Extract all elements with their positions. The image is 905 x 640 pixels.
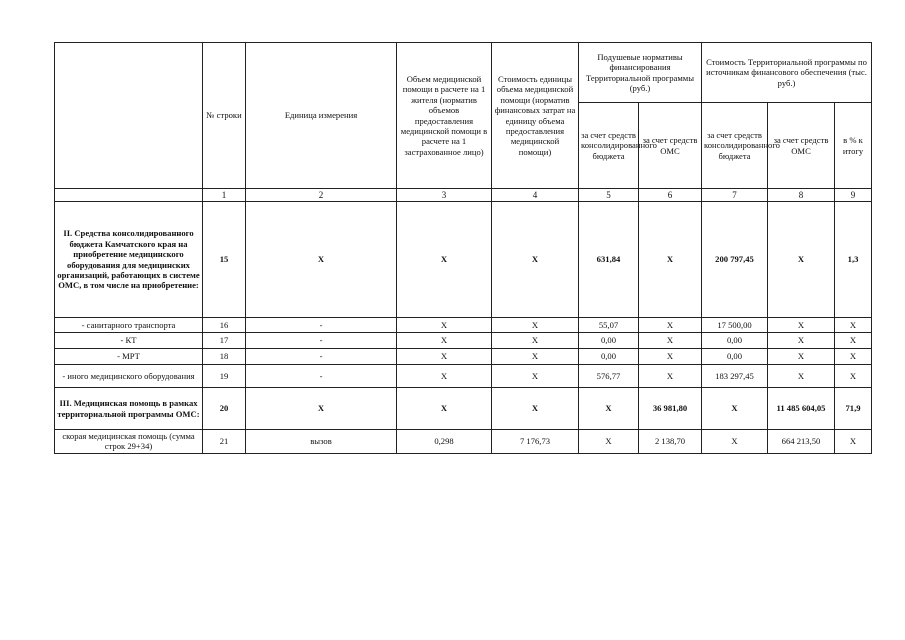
row-program-budget: 200 797,45	[702, 202, 768, 318]
row-percent: Х	[835, 349, 872, 365]
header-program-budget: за счет средств консолидированного бюджета	[702, 103, 768, 189]
row-line: 20	[203, 388, 246, 430]
row-per-capita-oms: 2 138,70	[639, 430, 702, 454]
row-line: 17	[203, 333, 246, 349]
row-program-budget: Х	[702, 388, 768, 430]
row-per-capita-oms: Х	[639, 318, 702, 333]
row-cost: Х	[492, 365, 579, 388]
row-program-oms: 664 213,50	[768, 430, 835, 454]
row-program-budget: 0,00	[702, 349, 768, 365]
row-per-capita-oms: Х	[639, 365, 702, 388]
row-volume: Х	[397, 365, 492, 388]
column-number-cell	[55, 189, 203, 202]
row-program-budget: 17 500,00	[702, 318, 768, 333]
row-per-capita-budget: Х	[579, 388, 639, 430]
header-volume: Объем медицинской помощи в расчете на 1 жителя (норматив объемов предоставления медицинской помощи в расчете на 1 застрахованное лицо)	[397, 43, 492, 189]
row-per-capita-budget: 576,77	[579, 365, 639, 388]
table-row	[55, 365, 872, 388]
column-number-cell: 5	[579, 189, 639, 202]
header-program-oms: за счет средств ОМС	[768, 103, 835, 189]
row-cost: Х	[492, 388, 579, 430]
row-cost: Х	[492, 333, 579, 349]
row-program-oms: Х	[768, 365, 835, 388]
header-row-top	[55, 43, 872, 103]
row-per-capita-oms: Х	[639, 202, 702, 318]
row-per-capita-budget: 631,84	[579, 202, 639, 318]
table-row	[55, 430, 872, 454]
row-unit: -	[246, 333, 397, 349]
row-name: - МРТ	[55, 349, 203, 365]
header-per-capita-oms: за счет средств ОМС	[639, 103, 702, 189]
table-row	[55, 333, 872, 349]
row-per-capita-budget: 55,07	[579, 318, 639, 333]
row-name: - иного медицинского оборудования	[55, 365, 203, 388]
column-number-cell: 2	[246, 189, 397, 202]
row-percent: Х	[835, 430, 872, 454]
row-program-oms: 11 485 604,05	[768, 388, 835, 430]
row-unit: -	[246, 365, 397, 388]
financing-table	[54, 42, 872, 454]
table-row	[55, 388, 872, 430]
column-number-cell: 3	[397, 189, 492, 202]
row-volume: Х	[397, 388, 492, 430]
row-line: 16	[203, 318, 246, 333]
row-percent: Х	[835, 365, 872, 388]
row-volume: Х	[397, 333, 492, 349]
row-unit: -	[246, 349, 397, 365]
header-program-cost-group: Стоимость Территориальной программы по источникам финансового обеспечения (тыс. руб.)	[702, 43, 872, 103]
row-percent: Х	[835, 333, 872, 349]
row-per-capita-oms: Х	[639, 349, 702, 365]
row-per-capita-oms: Х	[639, 333, 702, 349]
row-name: - КТ	[55, 333, 203, 349]
row-percent: Х	[835, 318, 872, 333]
row-percent: 71,9	[835, 388, 872, 430]
row-name: - санитарного транспорта	[55, 318, 203, 333]
row-name: II. Средства консолидированного бюджета Камчатского края на приобретение медицинского оборудования для медицинских организаций, работающих в системе ОМС, в том числе на приобретение:	[55, 202, 203, 318]
column-number-cell: 8	[768, 189, 835, 202]
row-name: скорая медицинская помощь (сумма строк 29+34)	[55, 430, 203, 454]
column-number-cell: 4	[492, 189, 579, 202]
row-unit: Х	[246, 202, 397, 318]
table-row	[55, 318, 872, 333]
table-row	[55, 349, 872, 365]
row-per-capita-budget: 0,00	[579, 349, 639, 365]
row-cost: Х	[492, 202, 579, 318]
row-name: III. Медицинская помощь в рамках территориальной программы ОМС:	[55, 388, 203, 430]
row-per-capita-budget: Х	[579, 430, 639, 454]
row-program-oms: Х	[768, 349, 835, 365]
header-percent: в % к итогу	[835, 103, 872, 189]
column-number-cell: 9	[835, 189, 872, 202]
row-volume: Х	[397, 349, 492, 365]
header-unit: Единица измерения	[246, 43, 397, 189]
row-line: 21	[203, 430, 246, 454]
row-volume: Х	[397, 318, 492, 333]
row-program-budget: Х	[702, 430, 768, 454]
row-volume: Х	[397, 202, 492, 318]
row-percent: 1,3	[835, 202, 872, 318]
row-unit: вызов	[246, 430, 397, 454]
header-name	[55, 43, 203, 189]
row-program-oms: Х	[768, 333, 835, 349]
row-cost: Х	[492, 318, 579, 333]
row-line: 18	[203, 349, 246, 365]
header-row-number: № строки	[203, 43, 246, 189]
row-program-oms: Х	[768, 202, 835, 318]
row-cost: Х	[492, 349, 579, 365]
row-per-capita-budget: 0,00	[579, 333, 639, 349]
table-row	[55, 202, 872, 318]
row-cost: 7 176,73	[492, 430, 579, 454]
column-number-cell: 7	[702, 189, 768, 202]
row-line: 15	[203, 202, 246, 318]
row-unit: Х	[246, 388, 397, 430]
row-unit: -	[246, 318, 397, 333]
column-number-cell: 6	[639, 189, 702, 202]
row-program-budget: 0,00	[702, 333, 768, 349]
row-volume: 0,298	[397, 430, 492, 454]
header-per-capita-group: Подушевые нормативы финансирования Территориальной программы (руб.)	[579, 43, 702, 103]
column-number-row	[55, 189, 872, 202]
row-program-oms: Х	[768, 318, 835, 333]
row-program-budget: 183 297,45	[702, 365, 768, 388]
row-per-capita-oms: 36 981,80	[639, 388, 702, 430]
header-per-capita-budget: за счет средств консолидированного бюджета	[579, 103, 639, 189]
column-number-cell: 1	[203, 189, 246, 202]
row-line: 19	[203, 365, 246, 388]
header-cost-per-unit: Стоимость единицы объема медицинской помощи (норматив финансовых затрат на единицу объема предоставления медицинской помощи)	[492, 43, 579, 189]
